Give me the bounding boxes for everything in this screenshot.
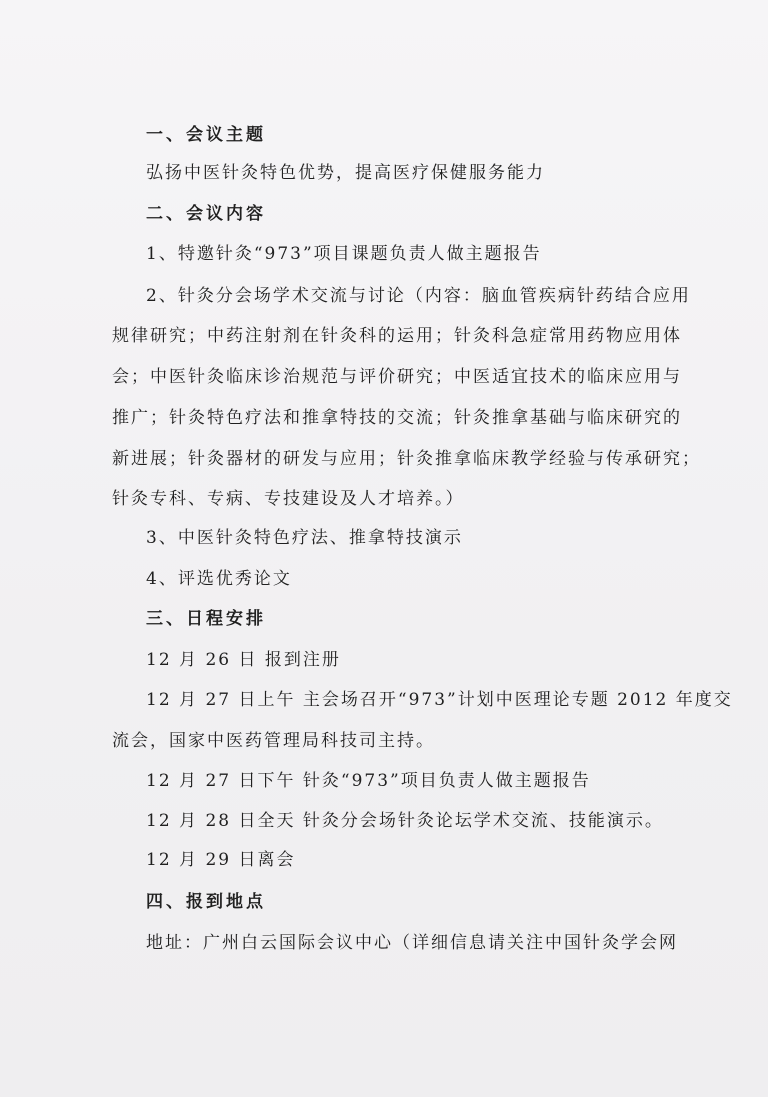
content-item-4: 4、评选优秀论文 (146, 569, 292, 589)
section-heading-location: 四、报到地点 (146, 892, 266, 912)
content-item-2-line-4: 推广；针灸特色疗法和推拿特技的交流；针灸推拿基础与临床研究的 (112, 408, 682, 428)
section-heading-content: 二、会议内容 (146, 204, 266, 224)
location-address: 地址：广州白云国际会议中心（详细信息请关注中国针灸学会网 (146, 933, 678, 953)
section-heading-schedule: 三、日程安排 (146, 609, 266, 629)
schedule-day-27-am-line-1: 12 月 27 日上午 主会场召开“973”计划中医理论专题 2012 年度交 (146, 690, 733, 710)
content-item-3: 3、中医针灸特色疗法、推拿特技演示 (146, 528, 463, 548)
content-item-1: 1、特邀针灸“973”项目课题负责人做主题报告 (146, 244, 542, 264)
schedule-day-29: 12 月 29 日离会 (146, 850, 296, 870)
theme-text: 弘扬中医针灸特色优势，提高医疗保健服务能力 (146, 163, 545, 183)
schedule-day-26: 12 月 26 日 报到注册 (146, 650, 341, 670)
schedule-day-27-pm: 12 月 27 日下午 针灸“973”项目负责人做主题报告 (146, 771, 591, 791)
content-item-2-line-5: 新进展；针灸器材的研发与应用；针灸推拿临床教学经验与传承研究； (112, 449, 701, 469)
schedule-day-28: 12 月 28 日全天 针灸分会场针灸论坛学术交流、技能演示。 (146, 811, 664, 831)
content-item-2-line-3: 会；中医针灸临床诊治规范与评价研究；中医适宜技术的临床应用与 (112, 367, 682, 387)
section-heading-theme: 一、会议主题 (146, 125, 266, 145)
schedule-day-27-am-line-2: 流会，国家中医药管理局科技司主持。 (112, 731, 435, 751)
content-item-2-line-1: 2、针灸分会场学术交流与讨论（内容：脑血管疾病针药结合应用 (146, 286, 691, 306)
content-item-2-line-6: 针灸专科、专病、专技建设及人才培养。） (112, 489, 465, 509)
content-item-2-line-2: 规律研究；中药注射剂在针灸科的运用；针灸科急症常用药物应用体 (112, 326, 682, 346)
